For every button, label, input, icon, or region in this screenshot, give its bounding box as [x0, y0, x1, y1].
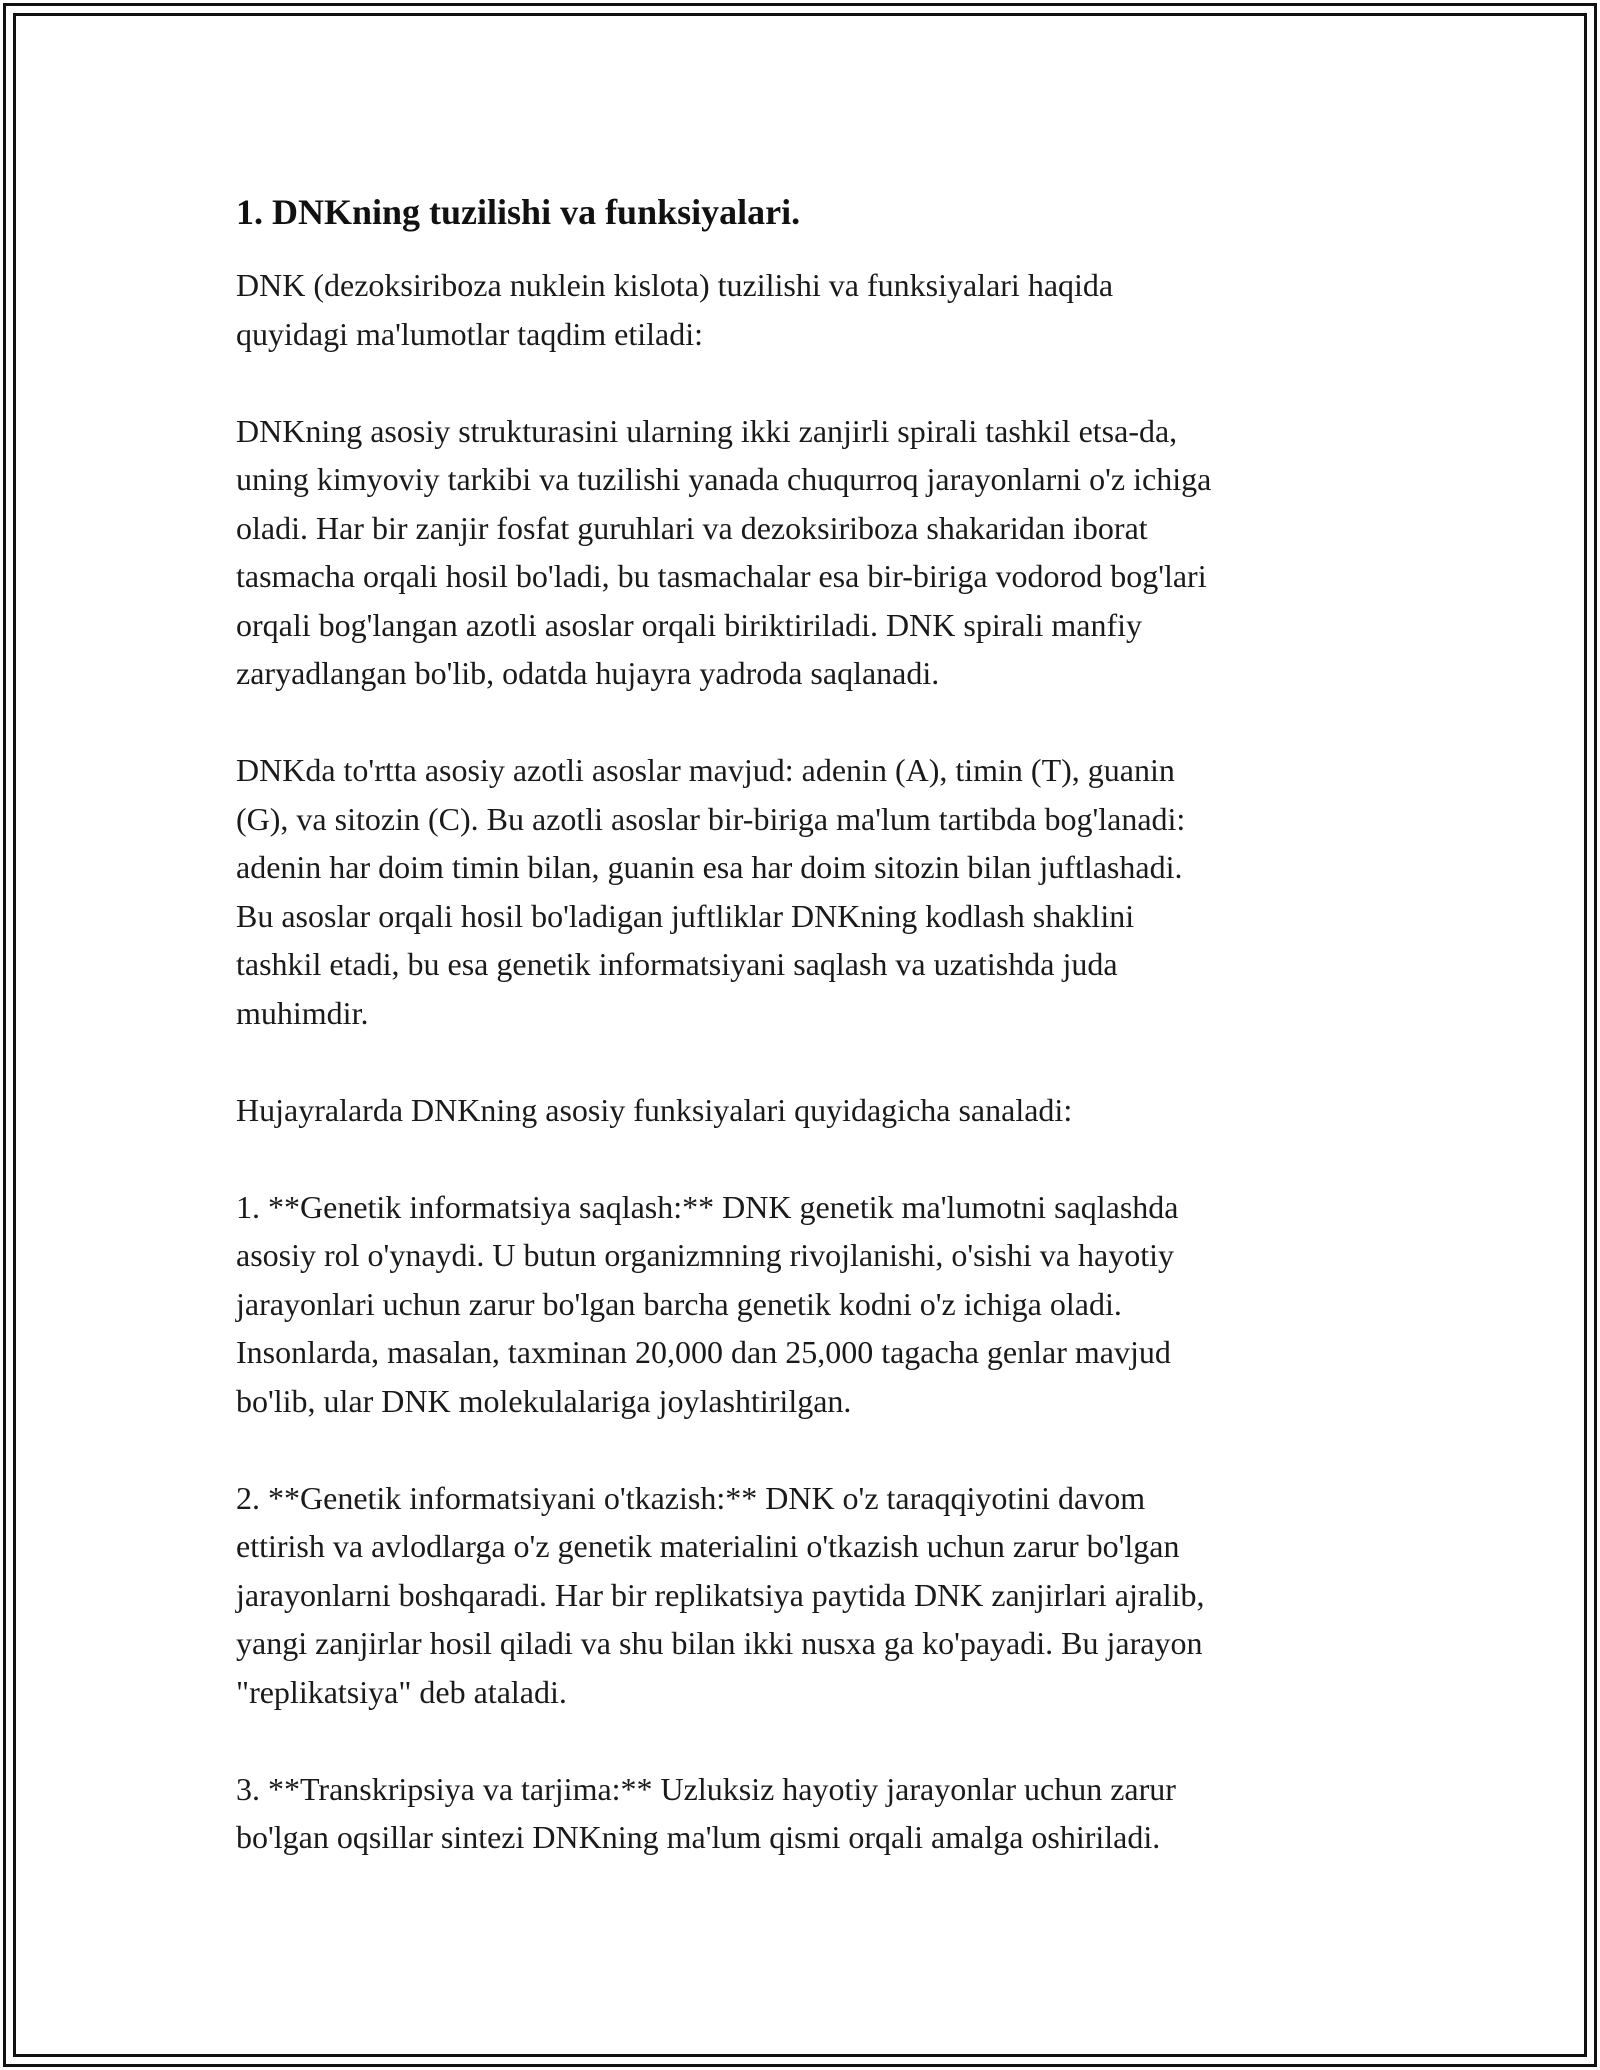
list-item-genetic-storage: 1. **Genetik informatsiya saqlash:** DNK genetik ma'lumotni saqlashda asosiy rol o'ynaydi. U butun organizmning rivojlanishi, o'sishi va hayotiy jarayonlari uchun zarur bo'lgan barcha genetik kodni o'z ichiga oladi. Insonlarda, masalan, taxminan 20,000 dan 25,000 tagacha genlar mavjud bo'lib, ular DNK molekulalariga joylashtirilgan.: [236, 1188, 1179, 1419]
paragraph-functions-intro: Hujayralarda DNKning asosiy funksiyalari quyidagicha sanaladi:: [236, 1091, 1073, 1128]
paragraph-structure: DNKning asosiy strukturasini ularning ikki zanjirli spirali tashkil etsa-da, uning kimyoviy tarkibi va tuzilishi yanada chuqurroq jarayonlarni o'z ichiga oladi. Har bir zanjir fosfat guruhlari va dezoksiriboza shakaridan iborat tasmacha orqali hosil bo'ladi, bu tasmachalar esa bir-biriga vodorod bog'lari orqali bog'langan azotli asoslar orqali biriktiriladi. DNK spirali manfiy zaryadlangan bo'lib, odatda hujayra yadroda saqlanadi.: [236, 412, 1212, 691]
section-heading: 1. DNKning tuzilishi va funksiyalari.: [236, 192, 801, 232]
list-item-transcription: 3. **Transkripsiya va tarjima:** Uzluksiz hayotiy jarayonlar uchun zarur bo'lgan oqsillar sintezi DNKning ma'lum qismi orqali amalga oshiriladi.: [236, 1770, 1176, 1855]
list-item-genetic-transfer: 2. **Genetik informatsiyani o'tkazish:** DNK o'z taraqqiyotini davom ettirish va avlodlarga o'z genetik materialini o'tkazish uchun zarur bo'lgan jarayonlarni boshqaradi. Har bir replikatsiya paytida DNK zanjirlari ajralib, yangi zanjirlar hosil qiladi va shu bilan ikki nusxa ga ko'payadi. Bu jarayon "replikatsiya" deb ataladi.: [236, 1479, 1205, 1710]
paragraph-intro: DNK (dezoksiriboza nuklein kislota) tuzilishi va funksiyalari haqida quyidagi ma'lumotlar taqdim etiladi:: [236, 267, 1114, 352]
document-page: [236, 186, 1366, 1862]
paragraph-bases: DNKda to'rtta asosiy azotli asoslar mavjud: adenin (A), timin (T), guanin (G), va sitozin (C). Bu azotli asoslar bir-biriga ma'lum tartibda bog'lanadi: adenin har doim timin bilan, guanin esa har doim sitozin bilan juftlashadi. Bu asoslar orqali hosil bo'ladigan juftliklar DNKning kodlash shaklini tashkil etadi, bu esa genetik informatsiyani saqlash va uzatishda juda muhimdir.: [236, 752, 1186, 1031]
